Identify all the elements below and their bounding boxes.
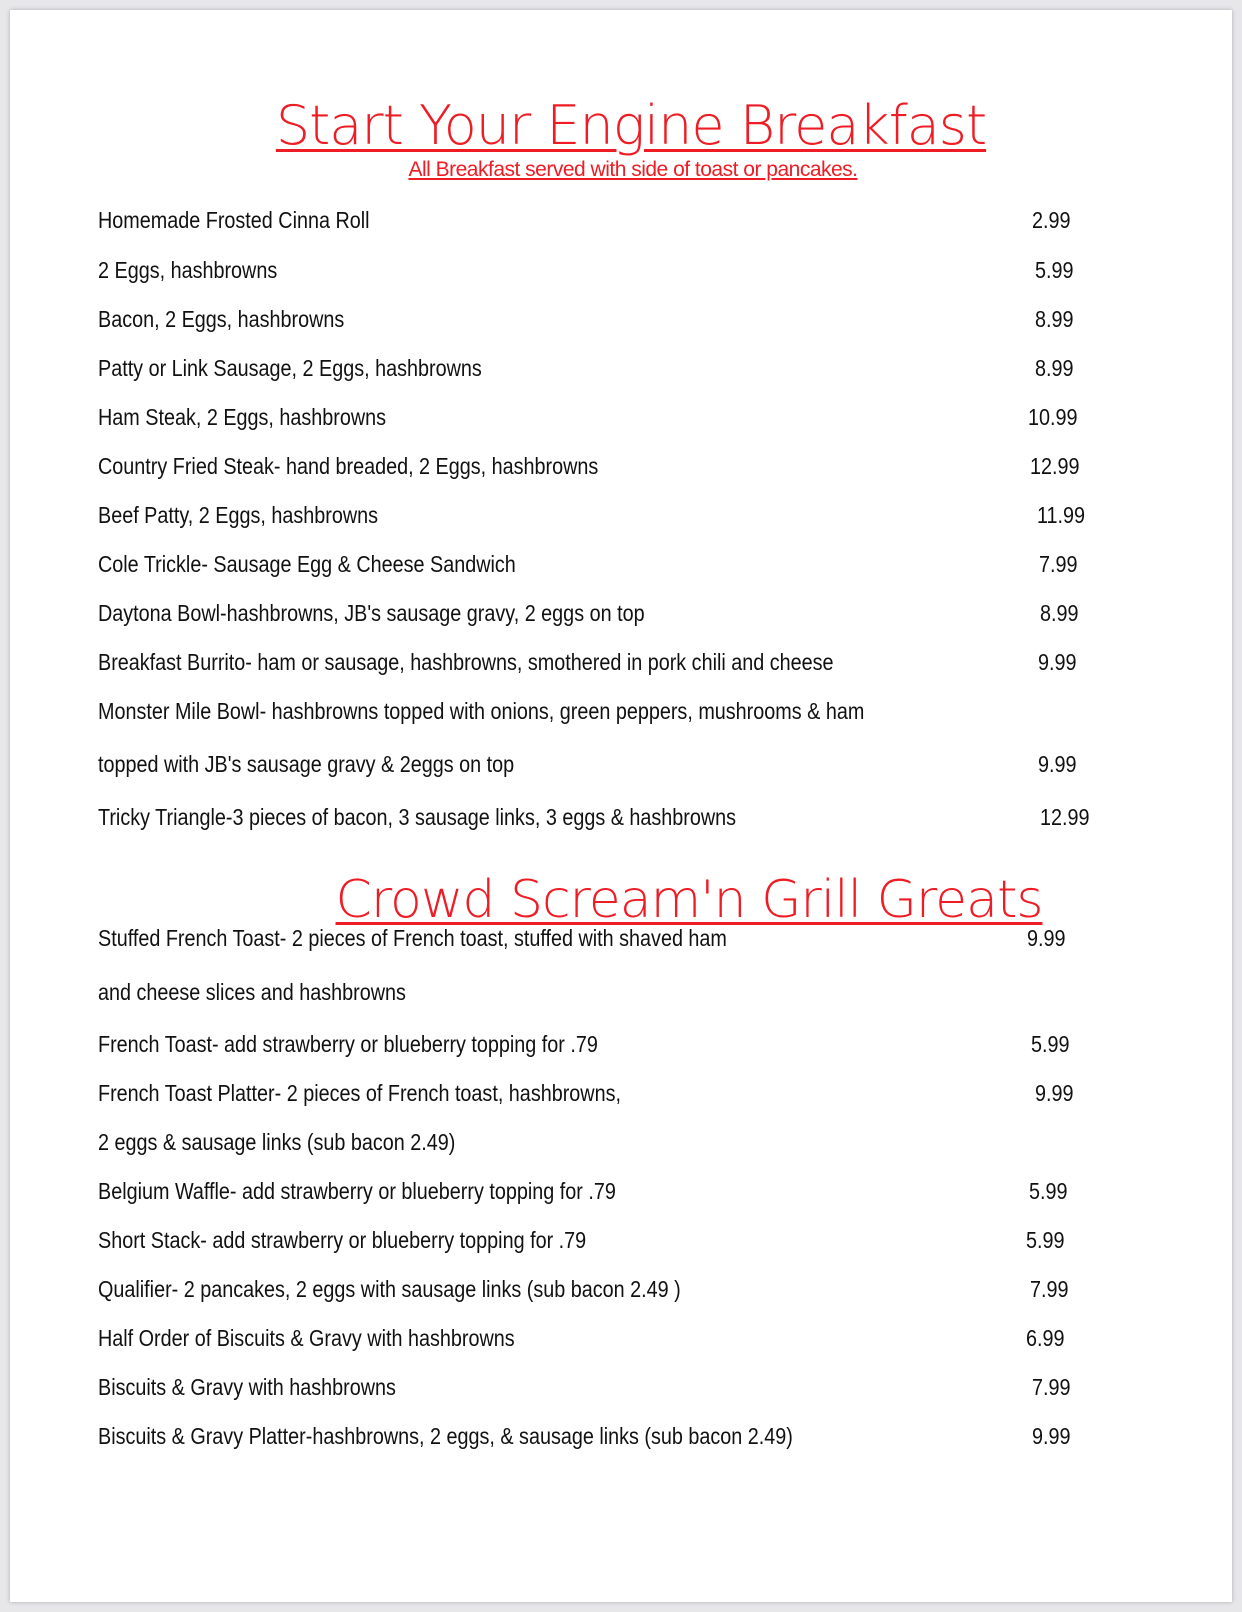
menu-item-name: Biscuits & Gravy with hashbrowns bbox=[98, 1374, 396, 1400]
grill-title: Crowd Scream'n Grill Greats bbox=[335, 870, 1043, 930]
menu-item-name: Short Stack- add strawberry or blueberry topping for .79 bbox=[98, 1227, 587, 1253]
menu-item-price: 6.99 bbox=[1026, 1325, 1065, 1351]
menu-item-name-continued: 2 eggs & sausage links (sub bacon 2.49) bbox=[98, 1129, 456, 1155]
breakfast-title: Start Your Engine Breakfast bbox=[275, 94, 987, 157]
menu-item-name: Monster Mile Bowl- hashbrowns topped with onions, green peppers, mushrooms & ham bbox=[98, 698, 865, 724]
menu-item-price: 8.99 bbox=[1035, 355, 1074, 381]
menu-item-price: 9.99 bbox=[1027, 925, 1066, 951]
menu-item-name: 2 Eggs, hashbrowns bbox=[98, 257, 278, 283]
menu-item-name: Biscuits & Gravy Platter-hashbrowns, 2 eggs, & sausage links (sub bacon 2.49) bbox=[98, 1423, 793, 1449]
menu-item-price: 9.99 bbox=[1038, 751, 1077, 777]
menu-item-name: French Toast Platter- 2 pieces of French toast, hashbrowns, bbox=[98, 1080, 621, 1106]
menu-item-price: 10.99 bbox=[1028, 404, 1078, 430]
menu-item-price: 5.99 bbox=[1026, 1227, 1065, 1253]
menu-item-name: Qualifier- 2 pancakes, 2 eggs with sausage links (sub bacon 2.49 ) bbox=[98, 1276, 681, 1302]
menu-item-price: 8.99 bbox=[1040, 600, 1079, 626]
menu-item-price: 8.99 bbox=[1035, 306, 1074, 332]
menu-item-price: 7.99 bbox=[1039, 551, 1078, 577]
menu-item-price: 9.99 bbox=[1038, 649, 1077, 675]
menu-item-name: French Toast- add strawberry or blueberry topping for .79 bbox=[98, 1031, 598, 1057]
menu-item-price: 2.99 bbox=[1032, 207, 1071, 233]
breakfast-subtitle: All Breakfast served with side of toast or pancakes. bbox=[408, 158, 858, 181]
menu-item-price: 5.99 bbox=[1031, 1031, 1070, 1057]
menu-item-name-continued: and cheese slices and hashbrowns bbox=[98, 979, 406, 1005]
menu-page bbox=[10, 10, 1232, 1602]
menu-item-price: 5.99 bbox=[1029, 1178, 1068, 1204]
menu-item-name: Homemade Frosted Cinna Roll bbox=[98, 207, 370, 233]
menu-item-name: Beef Patty, 2 Eggs, hashbrowns bbox=[98, 502, 379, 528]
menu-item-name-continued: topped with JB's sausage gravy & 2eggs on top bbox=[98, 751, 515, 777]
menu-item-name: Patty or Link Sausage, 2 Eggs, hashbrowns bbox=[98, 355, 482, 381]
menu-item-name: Cole Trickle- Sausage Egg & Cheese Sandwich bbox=[98, 551, 516, 577]
menu-item-name: Tricky Triangle-3 pieces of bacon, 3 sausage links, 3 eggs & hashbrowns bbox=[98, 804, 737, 830]
menu-item-name: Country Fried Steak- hand breaded, 2 Eggs, hashbrowns bbox=[98, 453, 599, 479]
menu-item-name: Daytona Bowl-hashbrowns, JB's sausage gravy, 2 eggs on top bbox=[98, 600, 645, 626]
menu-item-name: Ham Steak, 2 Eggs, hashbrowns bbox=[98, 404, 387, 430]
menu-item-name: Belgium Waffle- add strawberry or blueberry topping for .79 bbox=[98, 1178, 616, 1204]
menu-item-price: 12.99 bbox=[1040, 804, 1090, 830]
menu-item-name: Breakfast Burrito- ham or sausage, hashbrowns, smothered in pork chili and cheese bbox=[98, 649, 834, 675]
menu-item-name: Half Order of Biscuits & Gravy with hashbrowns bbox=[98, 1325, 515, 1351]
menu-item-price: 11.99 bbox=[1037, 502, 1086, 528]
menu-item-price: 7.99 bbox=[1030, 1276, 1069, 1302]
menu-item-price: 5.99 bbox=[1035, 257, 1074, 283]
menu-item-name: Bacon, 2 Eggs, hashbrowns bbox=[98, 306, 345, 332]
menu-item-price: 9.99 bbox=[1032, 1423, 1071, 1449]
menu-item-name: Stuffed French Toast- 2 pieces of French toast, stuffed with shaved ham bbox=[98, 925, 727, 951]
menu-item-price: 7.99 bbox=[1032, 1374, 1071, 1400]
menu-item-price: 12.99 bbox=[1030, 453, 1080, 479]
menu-item-price: 9.99 bbox=[1035, 1080, 1074, 1106]
